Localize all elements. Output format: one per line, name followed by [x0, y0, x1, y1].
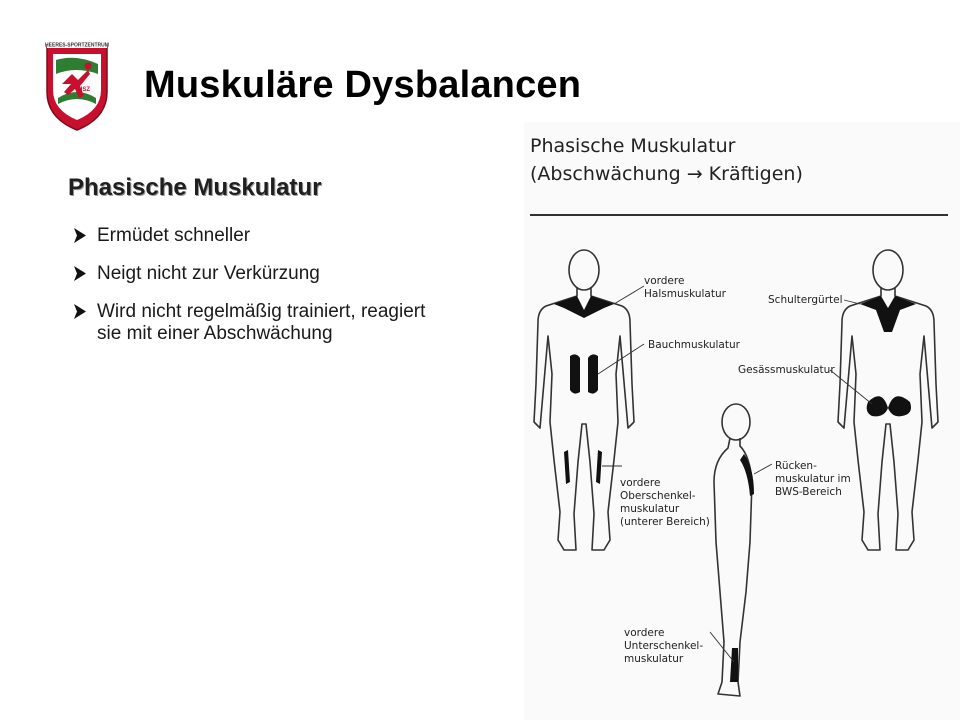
arrow-bullet-icon [72, 265, 88, 282]
figure-title-line1: Phasische Muskulatur [530, 135, 736, 157]
bullet-text: Neigt nicht zur Verkürzung [97, 263, 320, 284]
arrow-bullet-icon [72, 303, 88, 320]
label-unterschenkelmuskulatur: vordere Unterschenkel- muskulatur [624, 627, 704, 665]
label-halsmuskulatur: vordere Halsmuskulatur [644, 275, 726, 300]
label-oberschenkelmuskulatur: vordere Oberschenkel- muskulatur (unterer Bereich) [620, 477, 710, 528]
bullet-list [64, 225, 444, 361]
front-thigh-muscle-shading-left [564, 450, 570, 484]
bullet-item [64, 301, 444, 345]
front-view-body [534, 250, 634, 550]
side-shin-muscle-shading [730, 648, 738, 682]
hsz-logo [44, 40, 110, 132]
back-glute-muscle-shading-right [888, 396, 911, 416]
label-bauchmuskulatur: Bauchmuskulatur [648, 339, 740, 351]
page-title: Muskuläre Dysbalancen [144, 64, 582, 106]
bullet-item [64, 225, 444, 247]
arrow-bullet-icon [72, 227, 88, 244]
side-back-muscle-shading [740, 454, 754, 496]
bullet-item [64, 263, 444, 285]
bullet-text: Wird nicht regelmäßig trainiert, reagiert sie mit einer Abschwächung [97, 301, 426, 344]
section-subtitle: Phasische Muskulatur [68, 174, 322, 201]
label-rueckenmuskulatur: Rücken- muskulatur im BWS-Bereich [775, 460, 851, 498]
front-thigh-muscle-shading-right [596, 450, 602, 484]
front-neck-muscle-shading [554, 296, 614, 318]
label-gesaessmuskulatur: Gesässmuskulatur [738, 364, 835, 376]
front-abdomen-muscle-shading-right [588, 354, 598, 393]
figure-title-line2: (Abschwächung → Kräftigen) [530, 163, 803, 185]
back-shoulder-muscle-shading [860, 296, 916, 332]
bullet-text: Ermüdet schneller [97, 225, 251, 246]
label-schultergurtel: Schultergürtel [768, 294, 843, 306]
back-view-body [838, 250, 938, 550]
logo-caption: HEERES-SPORTZENTRUM [45, 42, 109, 49]
muscle-illustration [524, 122, 960, 720]
front-abdomen-muscle-shading-left [570, 354, 580, 393]
back-glute-muscle-shading-left [867, 396, 888, 416]
logo-badge: HSZ [78, 87, 90, 93]
